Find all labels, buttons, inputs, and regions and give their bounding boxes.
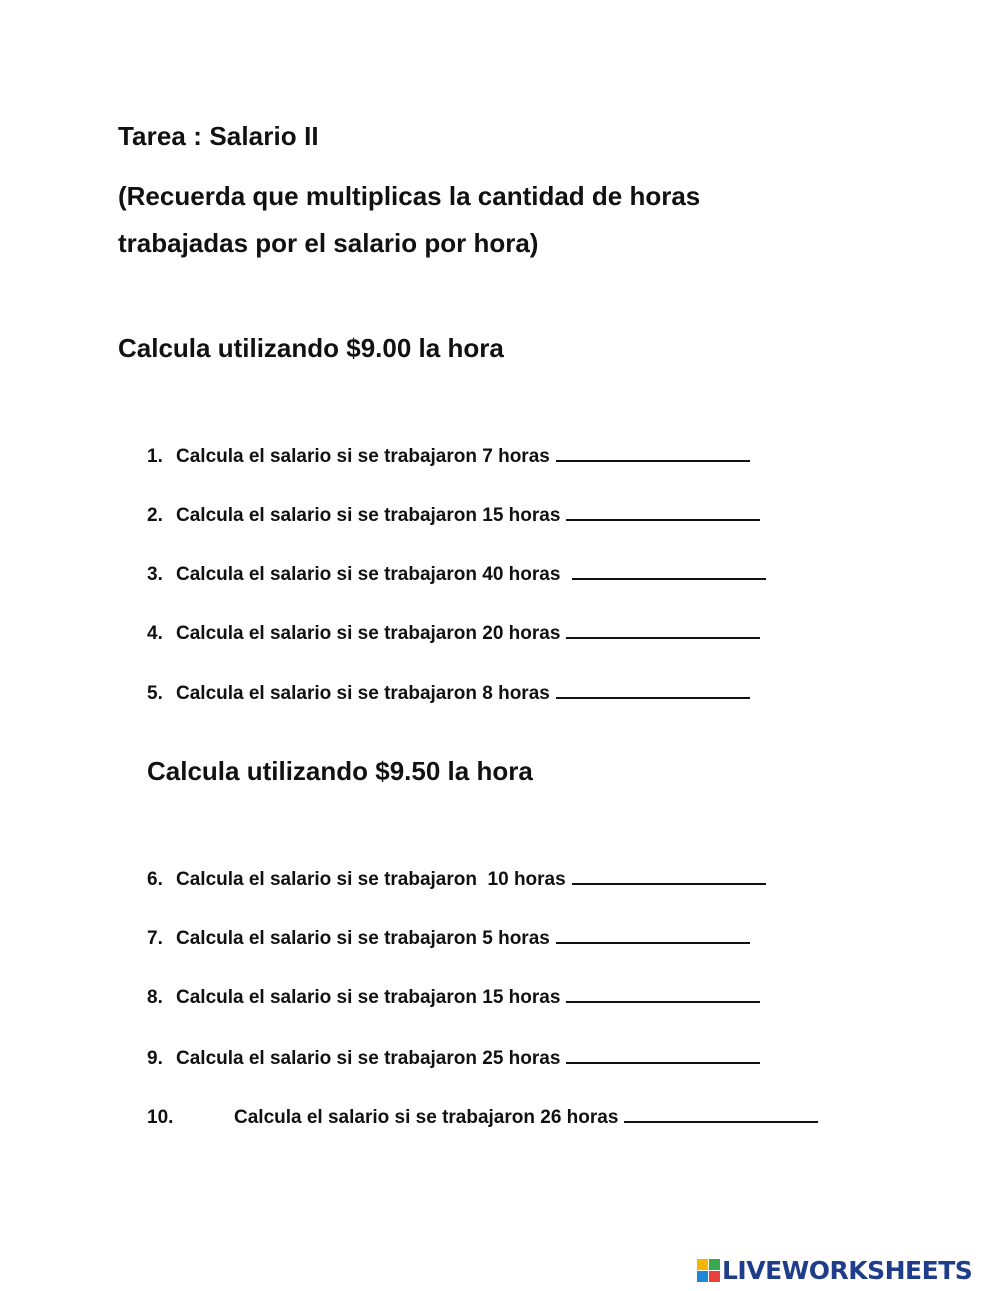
question-text: Calcula el salario si se trabajaron 7 horas — [176, 446, 550, 467]
question-item — [147, 1044, 760, 1072]
question-text: Calcula el salario si se trabajaron 20 horas — [176, 623, 561, 644]
worksheet-title: Tarea : Salario II — [118, 121, 319, 151]
question-number: 5. — [147, 683, 163, 704]
question-text: Calcula el salario si se trabajaron 10 horas — [176, 869, 566, 890]
logo-block — [697, 1271, 708, 1282]
answer-blank[interactable] — [624, 1103, 818, 1123]
question-number: 2. — [147, 505, 163, 526]
question-item — [147, 983, 760, 1011]
question-item — [147, 924, 750, 952]
question-item — [147, 560, 766, 588]
question-item — [147, 501, 760, 529]
answer-blank[interactable] — [566, 619, 760, 639]
answer-blank[interactable] — [572, 865, 766, 885]
question-number: 4. — [147, 623, 163, 644]
question-text: Calcula el salario si se trabajaron 8 horas — [176, 683, 550, 704]
question-number: 1. — [147, 446, 163, 467]
instruction-note: (Recuerda que multiplicas la cantidad de horas trabajadas por el salario por hora) — [118, 181, 701, 258]
question-number: 7. — [147, 928, 163, 949]
answer-blank[interactable] — [566, 501, 760, 521]
answer-blank[interactable] — [572, 560, 766, 580]
logo-block — [697, 1259, 708, 1270]
logo-block — [709, 1259, 720, 1270]
answer-blank[interactable] — [556, 679, 750, 699]
question-item — [147, 619, 760, 647]
logo-text: LIVEWORKSHEETS — [722, 1255, 973, 1285]
question-number: 8. — [147, 987, 163, 1008]
question-text: Calcula el salario si se trabajaron 15 horas — [176, 505, 561, 526]
question-item — [147, 865, 766, 893]
question-number: 3. — [147, 564, 163, 585]
question-text: Calcula el salario si se trabajaron 25 horas — [176, 1048, 561, 1069]
section-title-rate-9-50: Calcula utilizando $9.50 la hora — [147, 756, 533, 786]
answer-blank[interactable] — [556, 924, 750, 944]
logo-blocks-icon — [697, 1259, 720, 1282]
question-text: Calcula el salario si se trabajaron 15 horas — [176, 987, 561, 1008]
answer-blank[interactable] — [556, 442, 750, 462]
answer-blank[interactable] — [566, 983, 760, 1003]
question-text: Calcula el salario si se trabajaron 5 horas — [176, 928, 550, 949]
question-item — [147, 442, 750, 470]
question-item — [147, 679, 750, 707]
question-number: 6. — [147, 869, 163, 890]
answer-blank[interactable] — [566, 1044, 760, 1064]
question-text: Calcula el salario si se trabajaron 40 horas — [176, 564, 561, 585]
liveworksheets-logo — [697, 1253, 972, 1287]
question-item — [147, 1103, 818, 1131]
question-text: Calcula el salario si se trabajaron 26 horas — [234, 1107, 619, 1128]
section-title-rate-9-00: Calcula utilizando $9.00 la hora — [118, 333, 504, 363]
question-number: 9. — [147, 1048, 163, 1069]
logo-block — [709, 1271, 720, 1282]
question-number: 10. — [147, 1107, 174, 1128]
